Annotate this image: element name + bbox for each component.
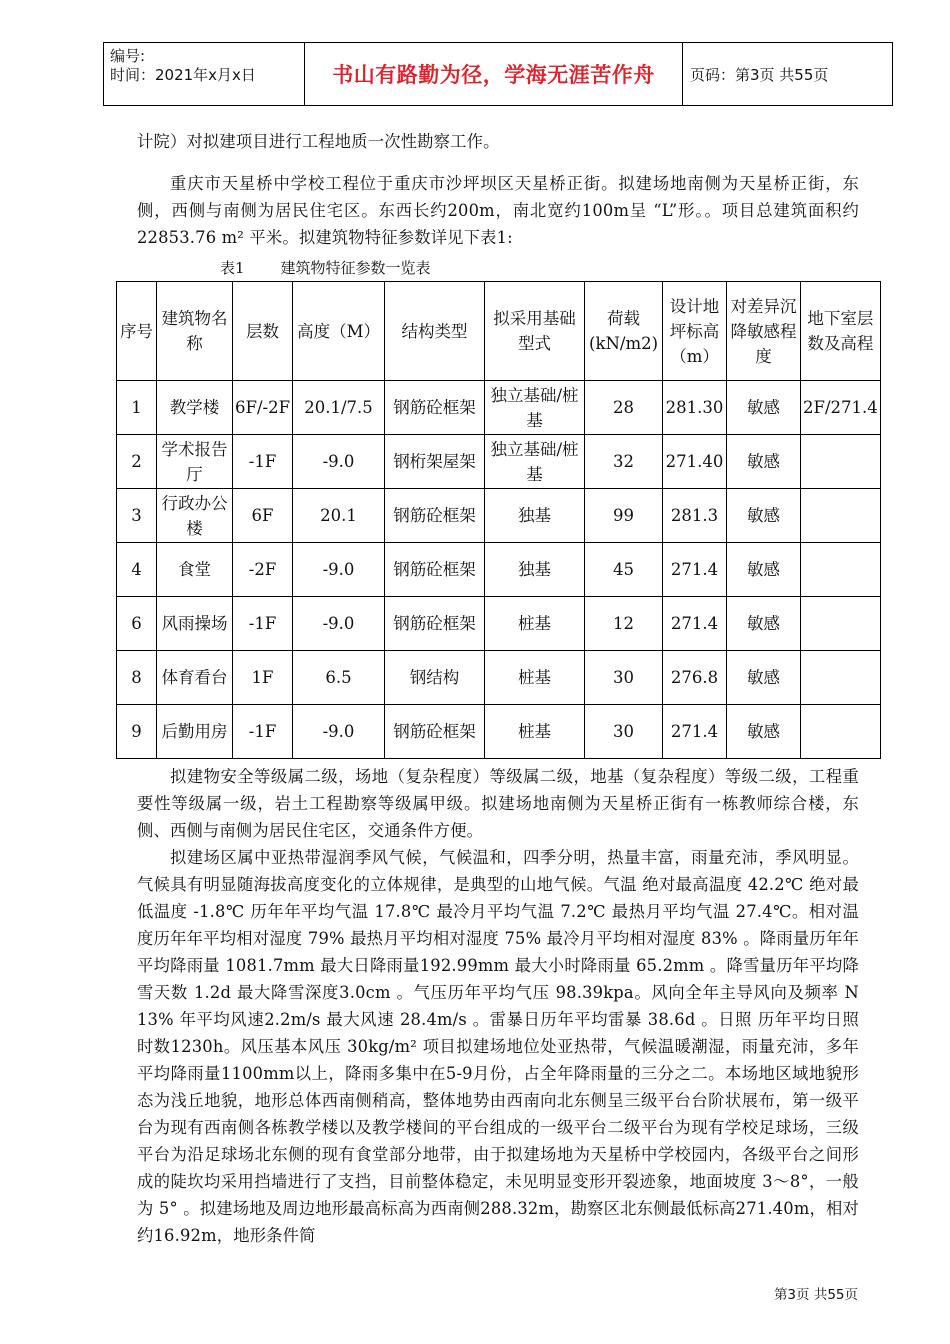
header-cell: 地下室层数及高程: [801, 282, 881, 381]
cell-load: 99: [585, 489, 663, 543]
cell-elevation: 271.4: [663, 705, 727, 759]
table-header-row: [117, 282, 881, 381]
table-row: [117, 651, 881, 705]
header-cell: 高度（M）: [293, 282, 385, 381]
header-cell: 序号: [117, 282, 157, 381]
cell-elevation: 271.4: [663, 543, 727, 597]
table-row: [117, 597, 881, 651]
cell-structure: 钢桁架屋架: [385, 435, 485, 489]
cell-structure: 钢筋砼框架: [385, 381, 485, 435]
table-caption-number: 表1: [220, 259, 245, 277]
header-cell: 对差异沉降敏感程度: [727, 282, 801, 381]
header-page-number: 页码：第3页 共55页: [690, 65, 829, 84]
cell-elevation: 276.8: [663, 651, 727, 705]
table-caption-title: 建筑物特征参数一览表: [280, 259, 431, 277]
cell-load: 28: [585, 381, 663, 435]
cell-foundation: 桩基: [485, 597, 585, 651]
building-parameters-table: [116, 281, 881, 759]
cell-basement: [801, 651, 881, 705]
cell-height: 20.1: [293, 489, 385, 543]
cell-basement: [801, 435, 881, 489]
table-row: [117, 543, 881, 597]
footer-page-number: 第3页 共55页: [773, 1287, 858, 1303]
header-meta: [110, 47, 256, 85]
cell-name: 风雨操场: [157, 597, 233, 651]
cell-floors: -1F: [233, 705, 293, 759]
table-row: [117, 705, 881, 759]
cell-name: 学术报告厅: [157, 435, 233, 489]
cell-sensitivity: 敏感: [727, 381, 801, 435]
cell-elevation: 281.30: [663, 381, 727, 435]
header-cell: 设计地坪标高（m）: [663, 282, 727, 381]
header-motto: 书山有路勤为径，学海无涯苦作舟: [332, 63, 655, 87]
table-row: [117, 381, 881, 435]
cell-no: 6: [117, 597, 157, 651]
cell-basement: [801, 543, 881, 597]
cell-no: 3: [117, 489, 157, 543]
cell-foundation: 桩基: [485, 705, 585, 759]
cell-sensitivity: 敏感: [727, 543, 801, 597]
header-cell: 结构类型: [385, 282, 485, 381]
cell-load: 12: [585, 597, 663, 651]
cell-floors: -1F: [233, 435, 293, 489]
cell-sensitivity: 敏感: [727, 489, 801, 543]
cell-no: 4: [117, 543, 157, 597]
cell-height: -9.0: [293, 435, 385, 489]
cell-load: 45: [585, 543, 663, 597]
cell-sensitivity: 敏感: [727, 705, 801, 759]
table-caption: [220, 257, 467, 278]
cell-load: 30: [585, 705, 663, 759]
cell-elevation: 281.3: [663, 489, 727, 543]
header-cell: 荷载(kN/m2): [585, 282, 663, 381]
cell-structure: 钢筋砼框架: [385, 543, 485, 597]
cell-basement: [801, 489, 881, 543]
paragraph-continuation: 计院）对拟建项目进行工程地质一次性勘察工作。: [137, 132, 500, 151]
cell-load: 30: [585, 651, 663, 705]
cell-structure: 钢筋砼框架: [385, 597, 485, 651]
cell-structure: 钢筋砼框架: [385, 489, 485, 543]
cell-elevation: 271.4: [663, 597, 727, 651]
header-divider: [682, 43, 683, 105]
cell-basement: 2F/271.4: [801, 381, 881, 435]
cell-name: 教学楼: [157, 381, 233, 435]
document-number-label: 编号:: [110, 47, 146, 65]
cell-floors: 6F: [233, 489, 293, 543]
cell-sensitivity: 敏感: [727, 597, 801, 651]
cell-height: -9.0: [293, 543, 385, 597]
cell-name: 行政办公楼: [157, 489, 233, 543]
cell-sensitivity: 敏感: [727, 651, 801, 705]
cell-structure: 钢筋砼框架: [385, 705, 485, 759]
cell-foundation: 独基: [485, 543, 585, 597]
cell-no: 1: [117, 381, 157, 435]
cell-floors: -2F: [233, 543, 293, 597]
cell-load: 32: [585, 435, 663, 489]
cell-foundation: 独基: [485, 489, 585, 543]
cell-foundation: 独立基础/桩基: [485, 381, 585, 435]
cell-height: -9.0: [293, 705, 385, 759]
cell-elevation: 271.40: [663, 435, 727, 489]
cell-no: 9: [117, 705, 157, 759]
cell-no: 8: [117, 651, 157, 705]
cell-no: 2: [117, 435, 157, 489]
cell-basement: [801, 705, 881, 759]
header-cell: 拟采用基础型式: [485, 282, 585, 381]
cell-name: 食堂: [157, 543, 233, 597]
cell-structure: 钢结构: [385, 651, 485, 705]
cell-floors: 1F: [233, 651, 293, 705]
cell-height: 6.5: [293, 651, 385, 705]
cell-name: 后勤用房: [157, 705, 233, 759]
cell-foundation: 桩基: [485, 651, 585, 705]
header-cell: 层数: [233, 282, 293, 381]
paragraph-climate-terrain: 拟建场区属中亚热带湿润季风气候，气候温和，四季分明，热量丰富，雨量充沛，季风明显。气候具有明显随海拔高度变化的立体规律，是典型的山地气候。气温 绝对最高温度 42.2℃ 绝对最低温度 -1.8℃ 历年年平均气温 17.8℃ 最冷月平均气温 7.2℃ 最热月平均气温 27.4℃。相对温度历年年平均相对湿度 79% 最热月平均相对湿度 75% 最冷月平均相对湿度 83% 。降雨量历年年平均降雨量 1081.7mm 最大日降雨量192.99mm 最大小时降雨量 65.2mm 。降雪量历年平均降雪天数 1.2d 最大降雪深度3.0cm 。气压历年平均气压 98.39kpa。风向全年主导风向及频率 N 13% 年平均风速2.2m/s 最大风速 28.4m/s 。雷暴日历年平均雷暴 38.6d 。日照 历年平均日照时数1230h。风压基本风压 30kg/m² 项目拟建场地位处亚热带，气候温暖潮湿，雨量充沛，多年平均降雨量1100mm以上，降雨多集中在5-9月份，占全年降雨量的三分之二。本场地区域地貌形态为浅丘地貌，地形总体西南侧稍高，整体地势由西南向北东侧呈三级平台台阶状展布，第一级平台为现有西南侧各栋教学楼以及教学楼间的平台组成的一级平台二级平台为现有学校足球场，三级平台为沿足球场北东侧的现有食堂部分地带，由于拟建场地为天星桥中学校园内，各级平台之间形成的陡坎均采用挡墙进行了支挡，目前整体稳定，未见明显变形开裂迹象，地面坡度 3～8°，一般为 5° 。拟建场地及周边地形最高标高为西南侧288.32m，勘察区北东侧最低标高271.40m，相对约16.92m，地形条件简: [137, 848, 859, 1245]
cell-height: 20.1/7.5: [293, 381, 385, 435]
paragraph-safety-grade: 拟建物安全等级属二级，场地（复杂程度）等级属二级，地基（复杂程度）等级二级，工程重要性等级属一级，岩土工程勘察等级属甲级。拟建场地南侧为天星桥正街有一栋教师综合楼，东侧、西侧与南侧为居民住宅区，交通条件方便。: [137, 767, 859, 840]
cell-sensitivity: 敏感: [727, 435, 801, 489]
cell-height: -9.0: [293, 597, 385, 651]
document-header: [103, 42, 893, 106]
table-row: [117, 435, 881, 489]
cell-basement: [801, 597, 881, 651]
paragraph-project-overview: 重庆市天星桥中学校工程位于重庆市沙坪坝区天星桥正街。拟建场地南侧为天星桥正街，东侧，西侧与南侧为居民住宅区。东西长约200m，南北宽约100m呈 “L”形。。项目总建筑面积约22853.76 m² 平米。拟建筑物特征参数详见下表1:: [137, 174, 859, 247]
cell-floors: 6F/-2F: [233, 381, 293, 435]
cell-name: 体育看台: [157, 651, 233, 705]
table-row: [117, 489, 881, 543]
header-cell: 建筑物名称: [157, 282, 233, 381]
document-date-label: 时间：2021年x月x日: [110, 66, 256, 84]
cell-foundation: 独立基础/桩基: [485, 435, 585, 489]
cell-floors: -1F: [233, 597, 293, 651]
